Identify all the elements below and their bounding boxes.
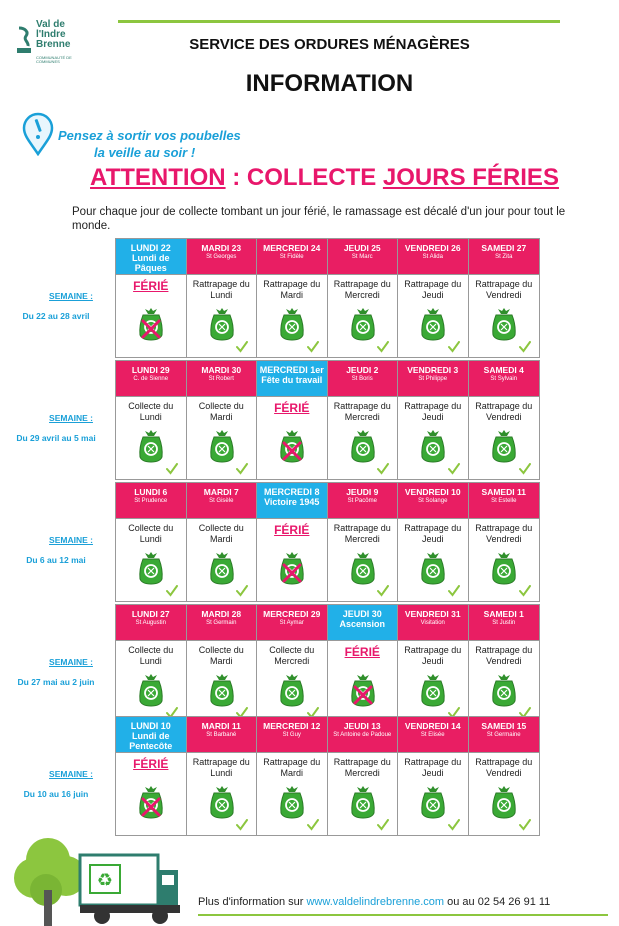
checkmark-icon: [307, 819, 319, 831]
ferie-label: FÉRIÉ: [133, 279, 169, 293]
checkmark-icon: [236, 819, 248, 831]
day-header: [469, 361, 540, 397]
bin-bag-icon: [277, 305, 307, 341]
holiday-name: Fête du travail: [261, 375, 323, 385]
collection-text: Rattrapage du Mercredi: [333, 279, 391, 300]
bin-bag-icon: [489, 305, 519, 341]
checkmark-icon: [519, 819, 531, 831]
collection-text: Rattrapage du Jeudi: [404, 523, 462, 544]
checkmark-icon: [236, 585, 248, 597]
day-name: MARDI 28: [201, 609, 242, 619]
day-header: [398, 239, 469, 275]
collection-text: Collecte du Lundi: [128, 523, 174, 544]
day-name: MARDI 30: [201, 365, 242, 375]
collection-cell: [469, 275, 540, 357]
day-header-row: [116, 717, 539, 753]
bin-bag-icon: [348, 305, 378, 341]
collection-cell: [257, 753, 328, 835]
bin-bag-icon: [207, 427, 237, 463]
day-header-row: [116, 239, 539, 275]
bin-bag-icon: [136, 549, 166, 585]
day-name: LUNDI 10: [130, 721, 171, 731]
ferie-label: FÉRIÉ: [133, 757, 169, 771]
bin-bag-icon: [418, 549, 448, 585]
day-name: VENDREDI 14: [404, 721, 461, 731]
day-header: [328, 361, 399, 397]
collection-cell: [257, 641, 328, 723]
crossed-bin-bag-icon: [348, 671, 378, 707]
garbage-truck-illustration: [10, 820, 195, 926]
bin-bag-icon: [207, 783, 237, 819]
day-header: [116, 483, 187, 519]
collection-cell: [187, 641, 258, 723]
collection-text: Collecte du Lundi: [128, 401, 174, 422]
collection-cell: [469, 397, 540, 479]
day-header: [398, 717, 469, 753]
day-header: [116, 361, 187, 397]
day-header: [469, 605, 540, 641]
day-name: JEUDI 2: [346, 365, 379, 375]
day-name: MERCREDI 24: [263, 243, 321, 253]
day-name: JEUDI 9: [346, 487, 379, 497]
collection-text: Collecte du Mercredi: [269, 645, 315, 666]
collection-text: Rattrapage du Vendredi: [475, 279, 533, 300]
day-name: SAMEDI 4: [483, 365, 524, 375]
checkmark-icon: [448, 463, 460, 475]
collection-text: Rattrapage du Jeudi: [404, 645, 462, 666]
saint-name: St Antoine de Padoue: [333, 732, 392, 738]
saint-name: St Augustin: [135, 620, 166, 626]
ferie-label: FÉRIÉ: [274, 523, 310, 537]
week-range: Du 29 avril au 5 mai: [16, 433, 96, 443]
holiday-cell: [116, 275, 187, 357]
checkmark-icon: [307, 341, 319, 353]
checkmark-icon: [519, 585, 531, 597]
checkmark-icon: [236, 463, 248, 475]
saint-name: St Solange: [418, 498, 448, 504]
day-header: [187, 605, 258, 641]
checkmark-icon: [448, 341, 460, 353]
crossed-bin-bag-icon: [277, 427, 307, 463]
day-header: [187, 361, 258, 397]
saint-name: St Boris: [351, 376, 373, 382]
semaine-label: SEMAINE :: [49, 657, 93, 667]
collection-text: Rattrapage du Mardi: [263, 757, 321, 778]
collection-cell: [398, 275, 469, 357]
week-label: [0, 290, 112, 322]
footer-prefix: Plus d'information sur: [198, 896, 307, 908]
information-title: INFORMATION: [245, 70, 414, 97]
semaine-label: SEMAINE :: [49, 535, 93, 545]
checkmark-icon: [519, 463, 531, 475]
reminder-pin-icon: [22, 112, 54, 156]
collection-text: Collecte du Mardi: [198, 523, 244, 544]
day-name: SAMEDI 11: [481, 487, 526, 497]
collection-cell: [257, 275, 328, 357]
bin-bag-icon: [207, 549, 237, 585]
website-link[interactable]: www.valdelindrebrenne.com: [306, 896, 445, 908]
collection-text: Rattrapage du Vendredi: [475, 401, 533, 422]
week-grid: [115, 716, 540, 836]
collection-cell: [469, 753, 540, 835]
day-name: LUNDI 22: [130, 243, 171, 253]
bin-bag-icon: [418, 783, 448, 819]
bin-bag-icon: [136, 427, 166, 463]
bin-bag-icon: [418, 427, 448, 463]
day-name: MERCREDI 1er: [259, 365, 324, 375]
bin-bag-icon: [207, 305, 237, 341]
saint-name: St Gisèle: [209, 498, 234, 504]
day-name: LUNDI 6: [134, 487, 168, 497]
bin-bag-icon: [136, 671, 166, 707]
collection-text: Collecte du Mardi: [198, 645, 244, 666]
bin-bag-icon: [348, 549, 378, 585]
collection-text: Rattrapage du Mardi: [263, 279, 321, 300]
collection-cell: [187, 397, 258, 479]
saint-name: St Georges: [206, 254, 237, 260]
day-name: MARDI 23: [201, 243, 242, 253]
saint-name: St Zita: [495, 254, 513, 260]
day-header-row: [116, 483, 539, 519]
day-header-row: [116, 605, 539, 641]
saint-name: St Estelle: [491, 498, 517, 504]
holiday-name: Lundi de Pentecôte: [129, 731, 173, 751]
collection-text: Rattrapage du Jeudi: [404, 757, 462, 778]
day-name: JEUDI 13: [343, 721, 381, 731]
collection-cell: [187, 519, 258, 601]
day-header: [187, 483, 258, 519]
day-body-row: [116, 641, 539, 723]
day-header: [398, 361, 469, 397]
saint-name: St Barbané: [206, 732, 237, 738]
crossed-bin-bag-icon: [136, 783, 166, 819]
day-name: SAMEDI 27: [481, 243, 527, 253]
ferie-label: FÉRIÉ: [274, 401, 310, 415]
top-divider: [118, 20, 560, 23]
week-label: [0, 412, 112, 444]
day-name: MERCREDI 12: [263, 721, 321, 731]
day-header: [257, 717, 328, 753]
attention-jours-feries: JOURS FÉRIES: [382, 164, 559, 191]
crossed-bin-bag-icon: [277, 549, 307, 585]
collection-cell: [469, 519, 540, 601]
checkmark-icon: [166, 463, 178, 475]
reminder-line-2: la veille au soir !: [94, 145, 196, 160]
saint-name: Visitation: [420, 620, 445, 626]
saint-name: St Marc: [351, 254, 373, 260]
day-header: [257, 483, 328, 519]
collection-text: Rattrapage du Vendredi: [475, 645, 533, 666]
collection-cell: [398, 641, 469, 723]
day-header: [257, 361, 328, 397]
collection-cell: [116, 641, 187, 723]
checkmark-icon: [377, 341, 389, 353]
day-name: MERCREDI 8: [263, 487, 320, 497]
day-header: [328, 717, 399, 753]
day-header: [116, 605, 187, 641]
footer-text: [198, 896, 550, 908]
day-header: [328, 483, 399, 519]
day-header: [116, 717, 187, 753]
holiday-cell: [257, 397, 328, 479]
week-label: [0, 768, 112, 800]
bin-bag-icon: [277, 671, 307, 707]
collection-cell: [398, 519, 469, 601]
week-range: Du 10 au 16 juin: [23, 789, 89, 799]
day-name: VENDREDI 31: [404, 609, 461, 619]
service-title: SERVICE DES ORDURES MÉNAGÈRES: [189, 36, 470, 53]
ferie-label: FÉRIÉ: [344, 645, 380, 659]
saint-name: St Alida: [422, 254, 443, 260]
day-name: MERCREDI 29: [263, 609, 321, 619]
bottom-divider: [198, 914, 608, 916]
saint-name: St Aymar: [279, 620, 304, 626]
collection-cell: [187, 275, 258, 357]
week-range: Du 27 mai au 2 juin: [17, 677, 95, 687]
checkmark-icon: [236, 341, 248, 353]
collection-cell: [328, 519, 399, 601]
semaine-label: SEMAINE :: [49, 769, 93, 779]
saint-name: St Philippe: [418, 376, 448, 382]
saint-name: St Fidèle: [279, 254, 304, 260]
saint-name: St Pacôme: [347, 498, 377, 504]
day-header-row: [116, 361, 539, 397]
day-header: [187, 239, 258, 275]
saint-name: St Elisée: [420, 732, 445, 738]
collection-text: Rattrapage du Vendredi: [475, 757, 533, 778]
semaine-label: SEMAINE :: [49, 413, 93, 423]
holiday-cell: [257, 519, 328, 601]
day-name: VENDREDI 26: [404, 243, 461, 253]
day-name: JEUDI 30: [342, 609, 382, 619]
day-header: [116, 239, 187, 275]
collection-text: Collecte du Lundi: [128, 645, 174, 666]
logo-subtext: COMMUNAUTÉ DE COMMUNES: [36, 55, 72, 64]
saint-name: St Prudence: [134, 498, 168, 504]
attention-middle: : COLLECTE: [225, 164, 383, 191]
collection-cell: [187, 753, 258, 835]
collection-text: Rattrapage du Jeudi: [404, 401, 462, 422]
week-grid: [115, 482, 540, 602]
saint-name: St Germain: [206, 620, 237, 626]
attention-word: ATTENTION: [90, 164, 226, 191]
logo-text: Val de l'Indre Brenne: [36, 19, 71, 50]
day-name: MARDI 7: [203, 487, 239, 497]
day-header: [328, 605, 399, 641]
collection-cell: [116, 519, 187, 601]
saint-name: St Guy: [282, 732, 301, 738]
bin-bag-icon: [489, 671, 519, 707]
day-header: [469, 239, 540, 275]
bin-bag-icon: [207, 671, 237, 707]
collection-cell: [328, 397, 399, 479]
saint-name: St Germaine: [486, 732, 521, 738]
day-header: [257, 605, 328, 641]
holiday-name: Lundi de Pâques: [132, 253, 170, 273]
saint-name: St Robert: [208, 376, 234, 382]
reminder-line-1: Pensez à sortir vos poubelles: [58, 128, 241, 143]
crossed-bin-bag-icon: [136, 305, 166, 341]
day-name: MARDI 11: [201, 721, 241, 731]
day-name: LUNDI 29: [131, 365, 170, 375]
week-label: [0, 534, 112, 566]
day-header: [257, 239, 328, 275]
day-header: [469, 717, 540, 753]
collection-text: Rattrapage du Vendredi: [475, 523, 533, 544]
day-header: [187, 717, 258, 753]
collection-text: Rattrapage du Jeudi: [404, 279, 462, 300]
day-body-row: [116, 397, 539, 479]
week-grid: [115, 604, 540, 724]
collection-cell: [116, 397, 187, 479]
bin-bag-icon: [489, 427, 519, 463]
week-range: Du 22 au 28 avril: [22, 311, 90, 321]
checkmark-icon: [377, 585, 389, 597]
semaine-label: SEMAINE :: [49, 291, 93, 301]
day-header: [469, 483, 540, 519]
day-name: SAMEDI 15: [481, 721, 527, 731]
saint-name: St Justin: [492, 620, 516, 626]
collection-text: Rattrapage du Mercredi: [333, 757, 391, 778]
svg-text:♻: ♻: [96, 870, 114, 891]
saint-name: C. de Sienne: [133, 376, 169, 382]
collection-cell: [398, 397, 469, 479]
bin-bag-icon: [277, 783, 307, 819]
bin-bag-icon: [418, 671, 448, 707]
collection-cell: [328, 753, 399, 835]
day-name: LUNDI 27: [131, 609, 170, 619]
checkmark-icon: [377, 819, 389, 831]
collection-text: Rattrapage du Mercredi: [333, 523, 391, 544]
footer-suffix: ou au 02 54 26 91 11: [444, 896, 551, 908]
holiday-name: Victoire 1945: [264, 497, 320, 507]
holiday-name: Ascension: [339, 619, 385, 629]
checkmark-icon: [166, 585, 178, 597]
day-name: VENDREDI 3: [407, 365, 459, 375]
bin-bag-icon: [418, 305, 448, 341]
day-header: [328, 239, 399, 275]
bin-bag-icon: [348, 783, 378, 819]
intro-paragraph: Pour chaque jour de collecte tombant un jour férié, le ramassage est décalé d'un jour pour tout le monde.: [72, 206, 566, 232]
checkmark-icon: [377, 463, 389, 475]
week-range: Du 6 au 12 mai: [26, 555, 86, 565]
day-body-row: [116, 519, 539, 601]
checkmark-icon: [519, 341, 531, 353]
bin-bag-icon: [489, 783, 519, 819]
collection-text: Rattrapage du Mercredi: [333, 401, 391, 422]
reminder-text: [58, 127, 241, 161]
collection-text: Rattrapage du Lundi: [192, 757, 250, 778]
bin-bag-icon: [489, 549, 519, 585]
checkmark-icon: [448, 585, 460, 597]
day-body-row: [116, 275, 539, 357]
bin-bag-icon: [348, 427, 378, 463]
collection-cell: [328, 275, 399, 357]
holiday-cell: [328, 641, 399, 723]
day-name: VENDREDI 10: [404, 487, 461, 497]
collection-text: Collecte du Mardi: [198, 401, 244, 422]
day-name: JEUDI 25: [343, 243, 381, 253]
week-label: [0, 656, 112, 688]
collection-cell: [469, 641, 540, 723]
day-header: [398, 605, 469, 641]
week-grid: [115, 360, 540, 480]
attention-heading: [0, 164, 619, 192]
collection-cell: [398, 753, 469, 835]
day-header: [398, 483, 469, 519]
saint-name: St Sylvain: [490, 376, 518, 382]
collection-text: Rattrapage du Lundi: [192, 279, 250, 300]
day-name: SAMEDI 1: [483, 609, 524, 619]
week-grid: [115, 238, 540, 358]
checkmark-icon: [448, 819, 460, 831]
